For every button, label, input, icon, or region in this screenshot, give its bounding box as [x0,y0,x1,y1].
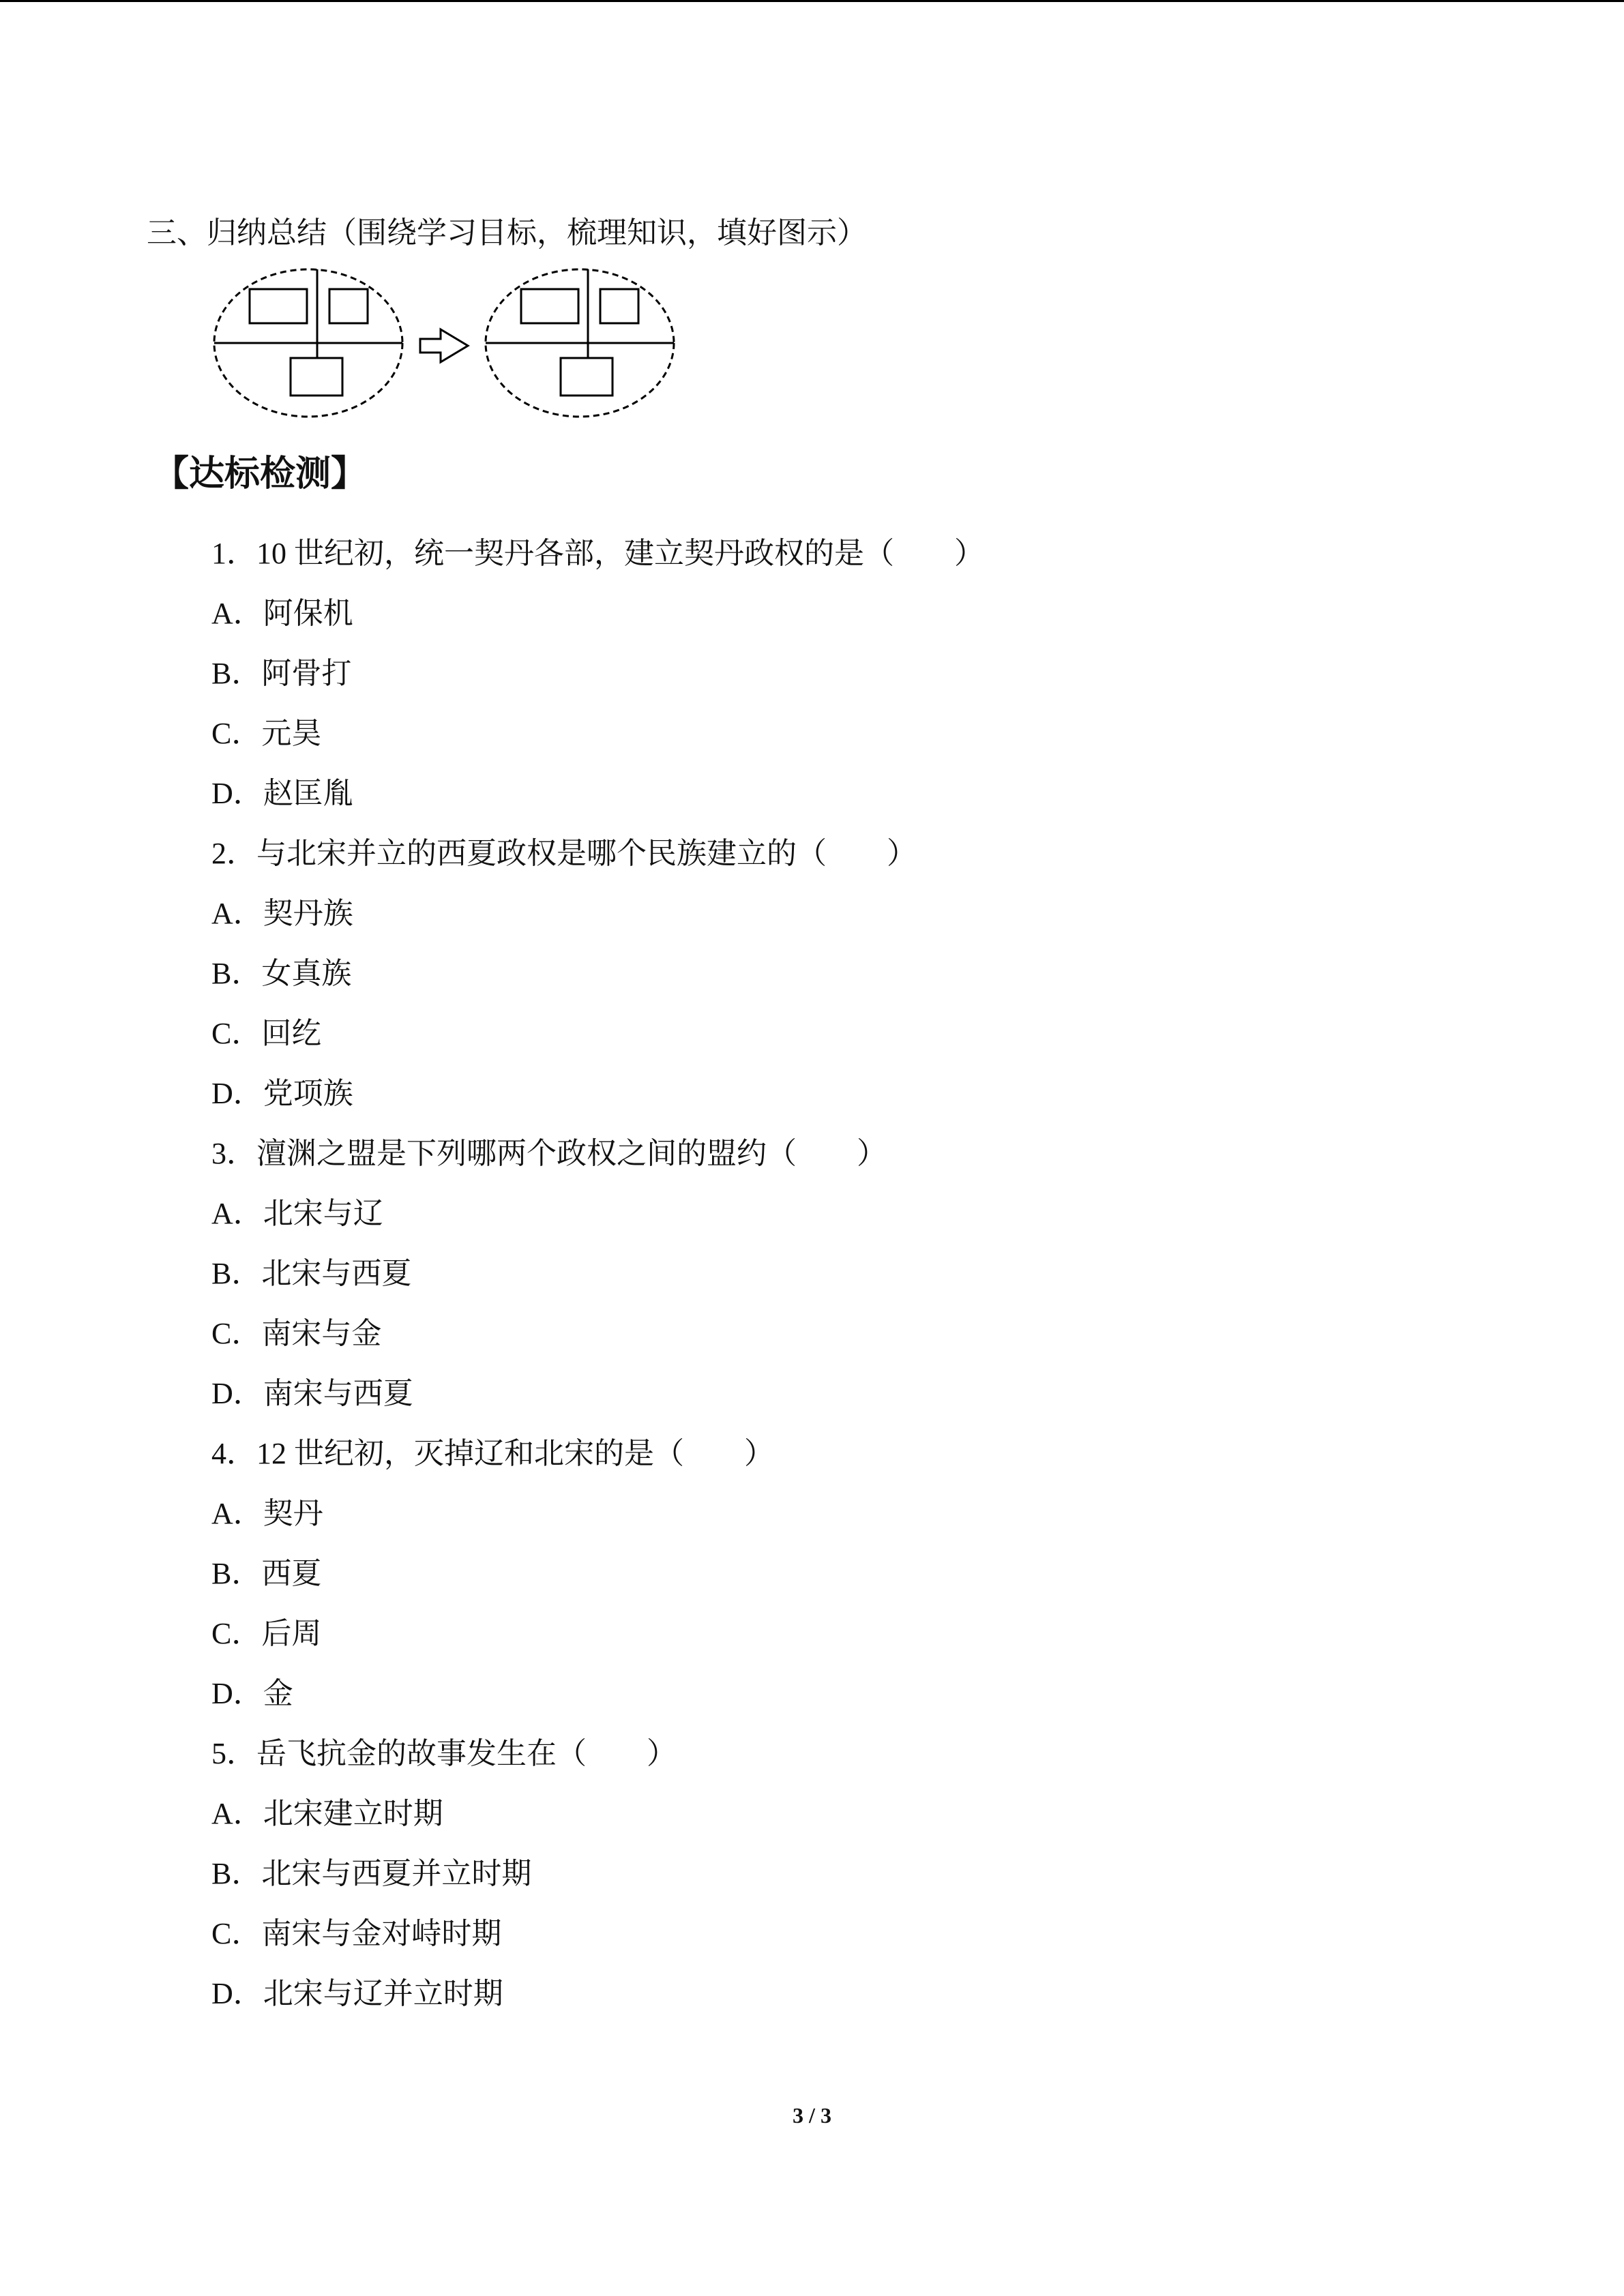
option-d: D．金 [211,1677,293,1710]
question-stem: 1．10 世纪初，统一契丹各部，建立契丹政权的是（ ） [211,537,984,570]
option-a: A．北宋与辽 [211,1197,383,1230]
page-top-border [0,0,1624,2]
page-number: 3 / 3 [793,2103,831,2128]
question-stem: 4．12 世纪初，灭掉辽和北宋的是（ ） [211,1437,774,1470]
left-oval-group [214,269,402,417]
option-c: C．元昊 [211,717,322,750]
summary-diagram [205,263,682,426]
question-5 [211,1733,1507,2033]
section-heading: 三、归纳总结（围绕学习目标，梳理知识，填好图示） [147,216,867,250]
option-d: D．赵匡胤 [211,777,353,810]
assessment-title: 【达标检测】 [153,453,367,494]
question-stem: 3．澶渊之盟是下列哪两个政权之间的盟约（ ） [211,1137,887,1170]
option-a: A．北宋建立时期 [211,1797,443,1830]
option-d: D．党项族 [211,1077,353,1110]
right-blank-box-1 [521,289,578,323]
right-oval-group [486,269,674,417]
option-b: B．阿骨打 [211,657,352,690]
left-blank-box-3 [291,358,342,396]
option-b: B．北宋与西夏 [211,1257,412,1290]
option-b: B．北宋与西夏并立时期 [211,1857,532,1890]
option-b: B．女真族 [211,957,352,990]
option-d: D．南宋与西夏 [211,1377,413,1410]
option-c: C．回纥 [211,1017,322,1050]
left-blank-box-2 [329,289,368,323]
quiz-list [211,533,1507,2033]
question-1 [211,533,1507,833]
question-stem: 2．与北宋并立的西夏政权是哪个民族建立的（ ） [211,837,917,870]
left-blank-box-1 [250,289,307,323]
option-d: D．北宋与辽并立时期 [211,1977,503,2010]
right-blank-box-3 [561,358,612,396]
option-c: C．南宋与金 [211,1317,382,1350]
option-a: A．契丹 [211,1497,323,1530]
question-stem: 5．岳飞抗金的故事发生在（ ） [211,1737,677,1770]
option-c: C．后周 [211,1617,322,1650]
option-a: A．阿保机 [211,597,353,630]
option-b: B．西夏 [211,1557,322,1590]
option-c: C．南宋与金对峙时期 [211,1917,502,1950]
question-3 [211,1133,1507,1433]
arrow-right-icon [420,329,468,362]
question-4 [211,1433,1507,1733]
option-a: A．契丹族 [211,897,353,930]
question-2 [211,833,1507,1133]
right-blank-box-2 [600,289,638,323]
